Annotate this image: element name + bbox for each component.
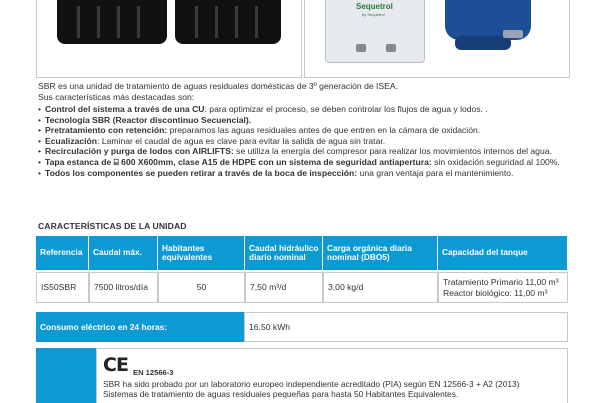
spec-table bbox=[36, 236, 568, 303]
controller-compressor-image bbox=[304, 0, 570, 78]
header-caudal-max: Caudal máx. bbox=[89, 236, 158, 270]
feature-item: • Recirculación y purga de lodos con AIRLIFTS: se utiliza la energía del compresor para realizar los movimientos internos del agua. bbox=[38, 146, 568, 157]
header-caudal-hidraulico: Caudal hidráulico diario nominal bbox=[245, 236, 323, 270]
certification-side-bar bbox=[36, 348, 96, 403]
feature-item: • Tapa estanca de ⌸ 600 X600mm, clase A15 de HDPE con un sistema de seguridad antiapertura: sin oxidación seguridad al 100%. bbox=[38, 157, 568, 168]
intro-subtitle: Sus características más destacadas son: bbox=[38, 92, 195, 102]
feature-item: • Todos los componentes se pueden retirar a través de la boca de inspección: una gran ventaja para el mantenimiento. bbox=[38, 168, 568, 179]
consumption-label: Consumo eléctrico en 24 horas: bbox=[36, 312, 244, 342]
cell-caudal-max: 7500 litros/día bbox=[89, 272, 158, 303]
intro-text: SBR es una unidad de tratamiento de aguas residuales domésticas de 3º generación de ISEA. bbox=[38, 81, 399, 91]
feature-item: • Ecualización: Laminar el caudal de agua es clave para evitar la salida de agua sin tratar. bbox=[38, 136, 568, 147]
header-referencia: Referencia bbox=[36, 236, 89, 270]
connector-icon bbox=[386, 44, 396, 52]
header-capacidad: Capacidad del tanque bbox=[438, 236, 568, 270]
tank-left bbox=[57, 0, 167, 44]
cell-referencia: IS50SBR bbox=[36, 272, 89, 303]
connector-icon bbox=[356, 44, 366, 52]
tank-right bbox=[175, 0, 281, 44]
feature-item: • Control del sistema a través de una CU: para optimizar el proceso, se deben controlar los flujos de agua y lodos. . bbox=[38, 104, 568, 115]
cell-caudal-hidraulico: 7,50 m³/d bbox=[245, 272, 323, 303]
certification-box bbox=[96, 348, 568, 403]
cell-habitantes: 50 bbox=[158, 272, 245, 303]
ce-mark-icon: CE bbox=[103, 354, 128, 376]
cell-capacidad bbox=[438, 272, 568, 303]
consumption-value: 16.50 kWh bbox=[244, 312, 568, 342]
tank-image bbox=[36, 0, 302, 78]
section-title: CARACTERÍSTICAS DE LA UNIDAD bbox=[38, 221, 187, 231]
controller-logo: Sequetrol bbox=[356, 2, 393, 11]
capacidad-primario: Tratamiento Primario 11,00 m³ bbox=[443, 277, 559, 288]
cell-carga-organica: 3,00 kg/d bbox=[323, 272, 438, 303]
header-habitantes: Habitantes equivalentes bbox=[158, 236, 245, 270]
features-list bbox=[38, 104, 568, 178]
controller-logo-sub: by Sequetrol bbox=[362, 12, 385, 17]
capacidad-reactor: Reactor biológico: 11,00 m³ bbox=[443, 287, 548, 298]
feature-item: • Tecnología SBR (Reactor discontinuo Secuencial). bbox=[38, 115, 568, 126]
certification-standard: EN 12566-3 bbox=[133, 368, 174, 377]
certification-text: SBR ha sido probado por un laboratorio europeo independiente acreditado (PIA) según EN 12566-3 + A2 (2013) bbox=[103, 379, 520, 389]
product-images bbox=[36, 0, 568, 77]
feature-item: • Pretratamiento con retención: preparamos las aguas residuales antes de que entren en la cámara de oxidación. bbox=[38, 125, 568, 136]
certification-text: Sistemas de tratamiento de aguas residuales pequeñas para hasta 50 Habitantes Equivalentes. bbox=[103, 389, 459, 399]
control-unit bbox=[325, 0, 425, 63]
header-carga-organica: Carga orgánica diaria nominal (DBO5) bbox=[323, 236, 438, 270]
